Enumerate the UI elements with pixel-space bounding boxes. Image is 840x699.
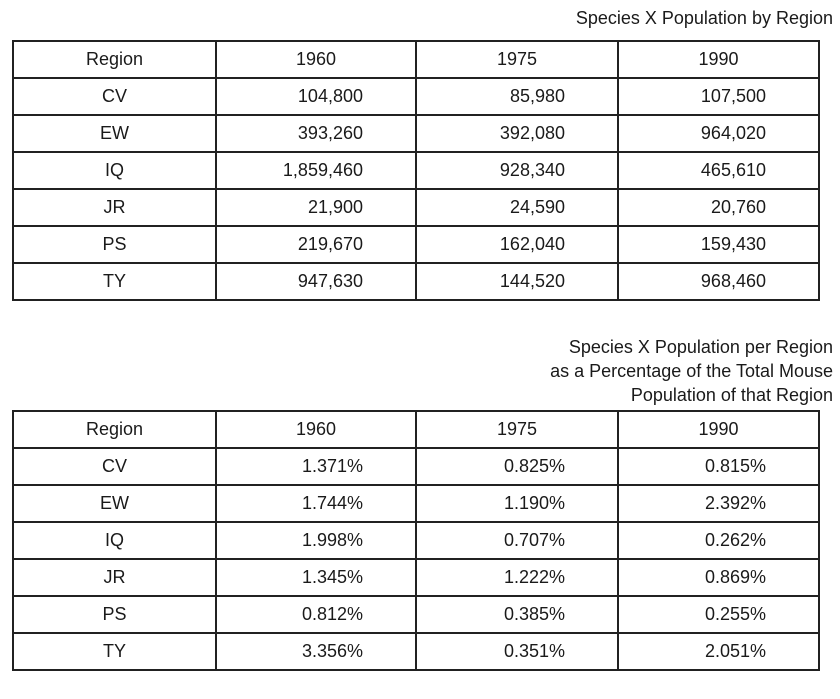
value-cell: 2.392%	[618, 485, 819, 522]
population-by-region-table	[12, 40, 820, 301]
table-row	[13, 522, 819, 559]
value-cell: 144,520	[416, 263, 618, 300]
table-row	[13, 189, 819, 226]
column-header: 1960	[216, 411, 416, 448]
region-cell: PS	[13, 596, 216, 633]
value-cell: 21,900	[216, 189, 416, 226]
value-cell: 465,610	[618, 152, 819, 189]
value-cell: 159,430	[618, 226, 819, 263]
table-row	[13, 559, 819, 596]
column-header: 1990	[618, 41, 819, 78]
region-cell: CV	[13, 448, 216, 485]
value-cell: 0.262%	[618, 522, 819, 559]
region-cell: JR	[13, 559, 216, 596]
value-cell: 20,760	[618, 189, 819, 226]
table-row	[13, 226, 819, 263]
value-cell: 85,980	[416, 78, 618, 115]
table-title-line: as a Percentage of the Total Mouse	[550, 361, 833, 381]
column-header: Region	[13, 411, 216, 448]
value-cell: 947,630	[216, 263, 416, 300]
table-row	[13, 78, 819, 115]
value-cell: 392,080	[416, 115, 618, 152]
value-cell: 1.998%	[216, 522, 416, 559]
percentage-table-title	[550, 335, 833, 407]
value-cell: 219,670	[216, 226, 416, 263]
table-row	[13, 115, 819, 152]
region-cell: JR	[13, 189, 216, 226]
value-cell: 928,340	[416, 152, 618, 189]
value-cell: 1.222%	[416, 559, 618, 596]
value-cell: 162,040	[416, 226, 618, 263]
value-cell: 0.869%	[618, 559, 819, 596]
value-cell: 0.351%	[416, 633, 618, 670]
value-cell: 968,460	[618, 263, 819, 300]
region-cell: TY	[13, 263, 216, 300]
table-title-line: Species X Population by Region	[575, 8, 833, 28]
value-cell: 0.255%	[618, 596, 819, 633]
value-cell: 1.744%	[216, 485, 416, 522]
region-cell: PS	[13, 226, 216, 263]
table-row	[13, 152, 819, 189]
value-cell: 107,500	[618, 78, 819, 115]
table-row	[13, 448, 819, 485]
table-row	[13, 263, 819, 300]
value-cell: 2.051%	[618, 633, 819, 670]
region-cell: TY	[13, 633, 216, 670]
population-percentage-table	[12, 410, 820, 671]
region-cell: IQ	[13, 152, 216, 189]
value-cell: 3.356%	[216, 633, 416, 670]
value-cell: 0.707%	[416, 522, 618, 559]
region-cell: CV	[13, 78, 216, 115]
value-cell: 24,590	[416, 189, 618, 226]
value-cell: 964,020	[618, 115, 819, 152]
table-row	[13, 633, 819, 670]
column-header: Region	[13, 41, 216, 78]
region-cell: IQ	[13, 522, 216, 559]
value-cell: 0.385%	[416, 596, 618, 633]
value-cell: 1.345%	[216, 559, 416, 596]
value-cell: 393,260	[216, 115, 416, 152]
table-title-line: Species X Population per Region	[568, 337, 833, 357]
value-cell: 0.825%	[416, 448, 618, 485]
column-header: 1975	[416, 411, 618, 448]
table-row	[13, 485, 819, 522]
region-cell: EW	[13, 115, 216, 152]
header-row	[13, 411, 819, 448]
value-cell: 0.812%	[216, 596, 416, 633]
column-header: 1990	[618, 411, 819, 448]
value-cell: 1,859,460	[216, 152, 416, 189]
population-table-title	[576, 6, 833, 30]
header-row	[13, 41, 819, 78]
column-header: 1975	[416, 41, 618, 78]
value-cell: 0.815%	[618, 448, 819, 485]
region-cell: EW	[13, 485, 216, 522]
value-cell: 1.371%	[216, 448, 416, 485]
table-row	[13, 596, 819, 633]
column-header: 1960	[216, 41, 416, 78]
value-cell: 1.190%	[416, 485, 618, 522]
table-title-line: Population of that Region	[630, 385, 833, 405]
value-cell: 104,800	[216, 78, 416, 115]
